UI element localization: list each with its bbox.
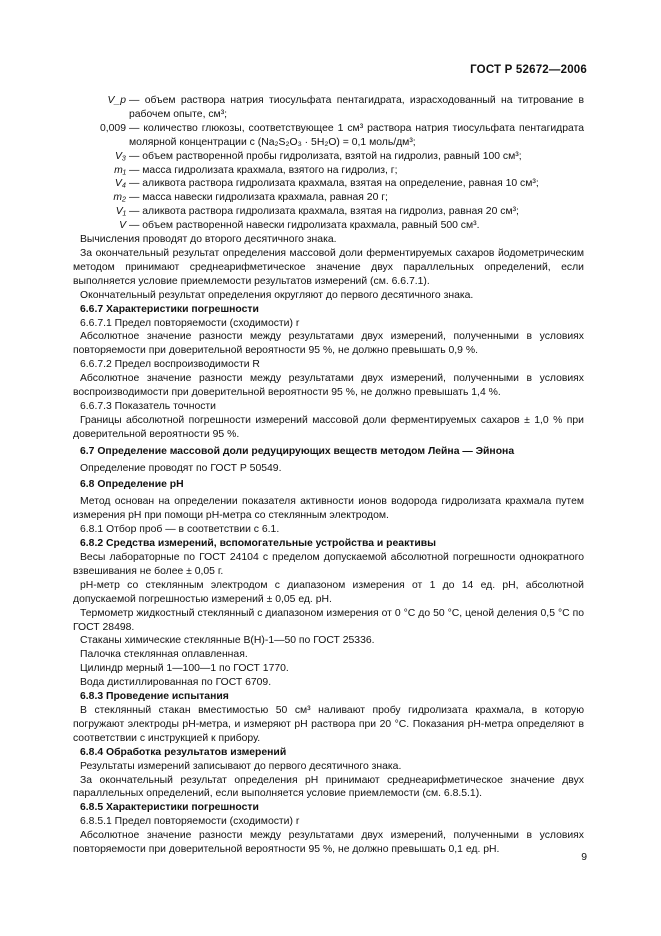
section-heading: 6.8.4 Обработка результатов измерений <box>80 746 287 758</box>
definition-symbol: V_p <box>107 95 126 106</box>
section-heading: 6.8 Определение pH <box>80 479 184 491</box>
definition-symbol: m₁ <box>114 164 126 176</box>
subsection-heading: 6.6.7.3 Показатель точности <box>80 400 216 412</box>
paragraph: Окончательный результат определения округляют до первого десятичного знака. <box>80 289 474 301</box>
definition-row <box>73 219 584 233</box>
definition-row <box>73 150 584 164</box>
paragraph: Границы абсолютной погрешности измерений массовой доли ферментируемых сахаров ± 1,0 % при доверительной вероятности 95 %. <box>73 414 584 440</box>
paragraph: Стаканы химические стеклянные В(Н)-1—50 по ГОСТ 25336. <box>80 635 375 647</box>
paragraph: Результаты измерений записывают до первого десятичного знака. <box>80 760 402 772</box>
paragraph: Вода дистиллированная по ГОСТ 6709. <box>80 677 272 689</box>
definition-row <box>73 205 584 219</box>
paragraph: Палочка стеклянная оплавленная. <box>80 649 248 661</box>
definition-symbol: V₄ <box>114 178 126 190</box>
paragraph: Абсолютное значение разности между результатами двух измерений, полученными в условиях повторяемости при доверительной вероятности 95 %, не должно превышать 0,1 ед. pH. <box>73 830 584 856</box>
definition-text: — масса навески гидролизата крахмала, равная 20 г; <box>129 192 388 204</box>
subsection-heading: 6.6.7.1 Предел повторяемости (сходимости) r <box>80 317 300 329</box>
paragraph: Вычисления проводят до второго десятичного знака. <box>80 234 337 246</box>
definition-row <box>73 164 584 178</box>
paragraph: За окончательный результат определения массовой доли ферментируемых сахаров йодометрическим методом принимают среднеарифметическое значение двух параллельных определений, если выполняется условие приемлемости результатов измерений (см. 6.6.7.1). <box>73 247 584 287</box>
definition-row <box>73 191 584 205</box>
paragraph: Весы лабораторные по ГОСТ 24104 с пределом допускаемой абсолютной погрешности однократного взвешивания не более ± 0,05 г. <box>73 552 584 577</box>
definition-text: — объем растворенной пробы гидролизата, взятой на гидролиз, равный 100 см³; <box>129 150 522 162</box>
paragraph: Цилиндр мерный 1—100—1 по ГОСТ 1770. <box>80 663 289 675</box>
paragraph: В стеклянный стакан вместимостью 50 см³ наливают пробу гидролизата крахмала, в которую погружают электроды pH-метра, и измеряют pH раствора при 20 °C. Показания pH-метра определяют в соответствии с инструкцией к прибору. <box>73 704 584 744</box>
section-heading: 6.7 Определение массовой доли редуцирующих веществ методом Лейна — Эйнона <box>80 445 515 457</box>
definition-symbol: V₃ <box>114 150 126 162</box>
definition-text: — объем раствора натрия тиосульфата пентагидрата, израсходованный на титрование в рабочем опыте, см³; <box>129 95 584 120</box>
subsection-heading: 6.8.5.1 Предел повторяемости (сходимости) r <box>80 816 300 828</box>
definition-text: — масса гидролизата крахмала, взятого на гидролиз, г; <box>129 164 398 176</box>
paragraph: Абсолютное значение разности между результатами двух измерений, полученными в условиях повторяемости при доверительной вероятности 95 %, не должно превышать 0,9 %. <box>73 331 584 357</box>
paragraph: 6.8.1 Отбор проб — в соответствии с 6.1. <box>80 524 280 536</box>
definition-row <box>73 94 584 122</box>
paragraph: За окончательный результат определения pH принимают среднеарифметическое значение двух параллельных определений, если выполняется условие приемлемости (см. 6.8.5.1). <box>73 774 584 800</box>
definition-text: — объем растворенной навески гидролизата крахмала, равный 500 см³. <box>129 220 480 232</box>
paragraph: Абсолютное значение разности между результатами двух измерений, полученными в условиях воспроизводимости при доверительной вероятности 95 %, не должно превышать 1,4 %. <box>73 373 584 399</box>
paragraph: Термометр жидкостный стеклянный с диапазоном измерения от 0 °C до 50 °C, ценой деления 0,5 °C по ГОСТ 28498. <box>73 607 584 633</box>
paragraph: Определение проводят по ГОСТ Р 50549. <box>80 462 282 474</box>
section-heading: 6.8.3 Проведение испытания <box>80 691 229 703</box>
definition-symbol: 0,009 <box>99 122 126 134</box>
page-number: 9 <box>581 852 587 863</box>
document-header: ГОСТ Р 52672—2006 <box>470 64 587 76</box>
paragraph: pH-метр со стеклянным электродом с диапазоном измерения от 1 до 14 ед. pH, абсолютной допускаемой погрешностью измерений ± 0,05 ед. pH. <box>73 579 584 605</box>
page-content <box>73 94 584 857</box>
definition-text: — аликвота раствора гидролизата крахмала, взятая на гидролиз, равная 20 см³; <box>129 206 519 218</box>
paragraph: Метод основан на определении показателя активности ионов водорода гидролизата крахмала путем измерения pH при помощи pH-метра со стеклянным электродом. <box>73 496 584 522</box>
section-heading: 6.8.2 Средства измерений, вспомогательные устройства и реактивы <box>80 538 437 550</box>
definition-text: — аликвота раствора гидролизата крахмала, взятая на определение, равная 10 см³; <box>129 178 539 190</box>
definition-symbol: V₁ <box>115 206 126 218</box>
definition-text: — количество глюкозы, соответствующее 1 см³ раствора натрия тиосульфата пентагидрата молярной концентрации c (Na₂S₂O₃ · 5H₂O) = 0,1 моль/дм³; <box>129 122 584 148</box>
definition-row <box>73 122 584 150</box>
definition-symbol: m₂ <box>113 192 126 204</box>
section-heading: 6.6.7 Характеристики погрешности <box>80 303 259 315</box>
subsection-heading: 6.6.7.2 Предел воспроизводимости R <box>80 359 260 371</box>
definition-row <box>73 177 584 191</box>
section-heading: 6.8.5 Характеристики погрешности <box>80 802 259 814</box>
variable-definitions <box>73 94 584 233</box>
definition-symbol: V <box>119 220 126 232</box>
